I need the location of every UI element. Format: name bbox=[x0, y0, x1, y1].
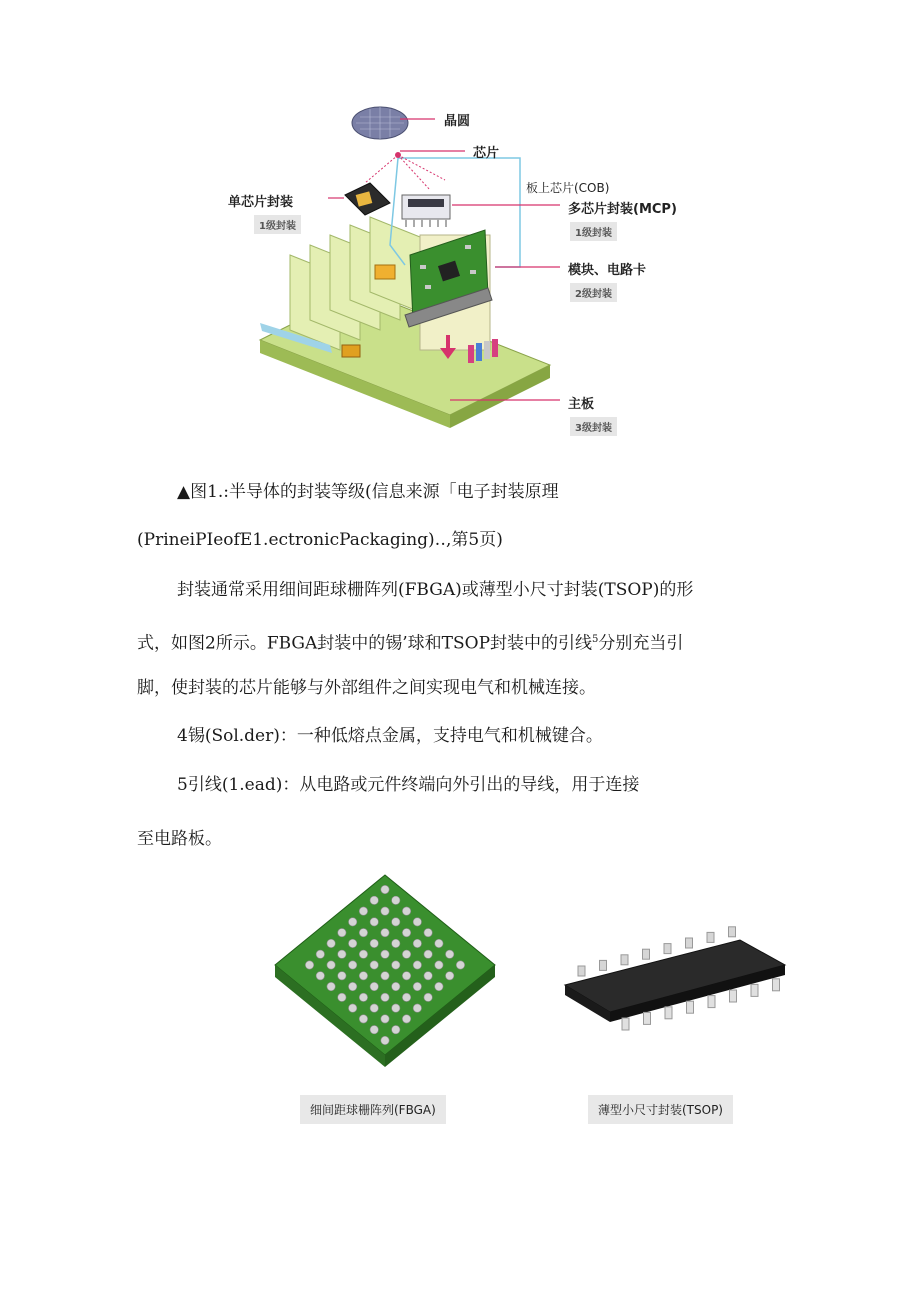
solder-ball bbox=[327, 961, 335, 969]
solder-ball bbox=[348, 918, 356, 926]
solder-ball bbox=[327, 982, 335, 990]
body-paragraph-line2-start: 式，如图2所示。FBGA封装中的锡’球和TSOP封装中的引线 bbox=[137, 633, 593, 654]
solder-ball bbox=[338, 928, 346, 936]
solder-ball bbox=[402, 950, 410, 958]
solder-ball bbox=[392, 982, 400, 990]
solder-ball bbox=[381, 1036, 389, 1044]
solder-ball bbox=[370, 1004, 378, 1012]
solder-ball bbox=[392, 939, 400, 947]
solder-ball bbox=[359, 907, 367, 915]
solder-ball bbox=[413, 961, 421, 969]
solder-ball bbox=[392, 918, 400, 926]
solder-ball bbox=[402, 1015, 410, 1023]
module-label: 模块、电路卡 bbox=[568, 263, 647, 278]
mainboard-label: 主板 bbox=[568, 397, 595, 412]
solder-ball bbox=[370, 918, 378, 926]
tsop-lead bbox=[664, 944, 671, 954]
wafer-label: 晶圆 bbox=[444, 114, 471, 129]
tsop-lead bbox=[600, 960, 607, 970]
footnote-4: 4锡(Sol.der)：一种低熔点金属，支持电气和机械键合。 bbox=[177, 726, 603, 746]
solder-ball bbox=[381, 1015, 389, 1023]
fbga-tsop-illustration bbox=[260, 870, 800, 1080]
module-level-badge: 2级封装 bbox=[570, 283, 617, 302]
solder-ball bbox=[402, 907, 410, 915]
body-paragraph-line2-end: 分别充当引 bbox=[598, 633, 684, 654]
solder-ball bbox=[359, 993, 367, 1001]
solder-ball bbox=[316, 972, 324, 980]
solder-ball bbox=[392, 1025, 400, 1033]
chip-label: 芯片 bbox=[473, 146, 500, 161]
tsop-lead bbox=[687, 1001, 694, 1013]
solder-ball bbox=[338, 950, 346, 958]
figure1-caption-line1: ▲图1.:半导体的封装等级(信息来源「电子封装原理 bbox=[177, 482, 559, 502]
solder-ball bbox=[424, 972, 432, 980]
body-paragraph-line1: 封装通常采用细间距球栅阵列(FBGA)或薄型小尺寸封装(TSOP)的形 bbox=[177, 580, 694, 600]
packaging-hierarchy-figure bbox=[220, 95, 700, 445]
solder-ball bbox=[445, 972, 453, 980]
solder-ball bbox=[381, 885, 389, 893]
fbga-caption: 细间距球栅阵列(FBGA) bbox=[300, 1095, 446, 1124]
solder-ball bbox=[381, 907, 389, 915]
solder-ball bbox=[381, 950, 389, 958]
tsop-caption: 薄型小尺寸封装(TSOP) bbox=[588, 1095, 733, 1124]
figure1-caption-line2: (PrineiPIeofE1.ectronicPackaging)‥,第5页) bbox=[137, 530, 503, 550]
solder-ball bbox=[305, 961, 313, 969]
solder-ball bbox=[370, 939, 378, 947]
solder-ball bbox=[348, 1004, 356, 1012]
footnote-5-line2: 至电路板。 bbox=[137, 829, 222, 849]
solder-ball bbox=[402, 972, 410, 980]
solder-ball bbox=[402, 993, 410, 1001]
solder-ball bbox=[370, 982, 378, 990]
solder-ball bbox=[456, 961, 464, 969]
solder-ball bbox=[381, 928, 389, 936]
solder-ball bbox=[348, 961, 356, 969]
tsop-lead bbox=[707, 932, 714, 942]
solder-ball bbox=[445, 950, 453, 958]
solder-ball bbox=[316, 950, 324, 958]
solder-ball bbox=[424, 928, 432, 936]
solder-ball bbox=[370, 1025, 378, 1033]
tsop-lead bbox=[578, 966, 585, 976]
body-paragraph-line2 bbox=[137, 628, 683, 656]
solder-ball bbox=[392, 961, 400, 969]
solder-ball bbox=[424, 950, 432, 958]
solder-ball bbox=[370, 896, 378, 904]
solder-ball bbox=[435, 961, 443, 969]
tsop-lead bbox=[665, 1007, 672, 1019]
solder-ball bbox=[359, 928, 367, 936]
tsop-lead bbox=[644, 1012, 651, 1024]
footnote-5-line1: 5引线(1.ead)：从电路或元件终端向外引出的导线，用于连接 bbox=[177, 775, 640, 795]
solder-ball bbox=[359, 950, 367, 958]
solder-ball bbox=[435, 939, 443, 947]
solder-ball bbox=[402, 928, 410, 936]
single-chip-level-badge: 1级封装 bbox=[254, 215, 301, 234]
solder-ball bbox=[413, 1004, 421, 1012]
solder-ball bbox=[370, 961, 378, 969]
solder-ball bbox=[348, 939, 356, 947]
solder-ball bbox=[424, 993, 432, 1001]
footnote-ref-5: 5 bbox=[592, 634, 599, 645]
solder-ball bbox=[338, 993, 346, 1001]
tsop-lead bbox=[729, 927, 736, 937]
tsop-lead bbox=[686, 938, 693, 948]
solder-ball bbox=[327, 939, 335, 947]
solder-ball bbox=[338, 972, 346, 980]
solder-ball bbox=[359, 1015, 367, 1023]
body-paragraph-line3: 脚，使封装的芯片能够与外部组件之间实现电气和机械连接。 bbox=[137, 678, 596, 698]
tsop-lead bbox=[643, 949, 650, 959]
solder-ball bbox=[392, 1004, 400, 1012]
solder-ball bbox=[413, 939, 421, 947]
tsop-lead bbox=[730, 990, 737, 1002]
solder-ball bbox=[348, 982, 356, 990]
solder-ball bbox=[413, 918, 421, 926]
mcp-label: 多芯片封装(MCP) bbox=[568, 202, 677, 217]
solder-ball bbox=[359, 972, 367, 980]
mainboard-level-badge: 3级封装 bbox=[570, 417, 617, 436]
solder-ball bbox=[413, 982, 421, 990]
solder-ball bbox=[435, 982, 443, 990]
solder-ball bbox=[381, 972, 389, 980]
single-chip-package-label: 单芯片封装 bbox=[228, 195, 294, 210]
tsop-package bbox=[565, 927, 785, 1030]
tsop-lead bbox=[622, 1018, 629, 1030]
mcp-level-badge: 1级封装 bbox=[570, 222, 617, 241]
tsop-lead bbox=[708, 996, 715, 1008]
solder-ball bbox=[392, 896, 400, 904]
tsop-lead bbox=[621, 955, 628, 965]
package-types-figure bbox=[260, 870, 800, 1130]
tsop-lead bbox=[773, 979, 780, 991]
tsop-lead bbox=[751, 984, 758, 996]
cob-label: 板上芯片(COB) bbox=[526, 181, 610, 195]
solder-ball bbox=[381, 993, 389, 1001]
